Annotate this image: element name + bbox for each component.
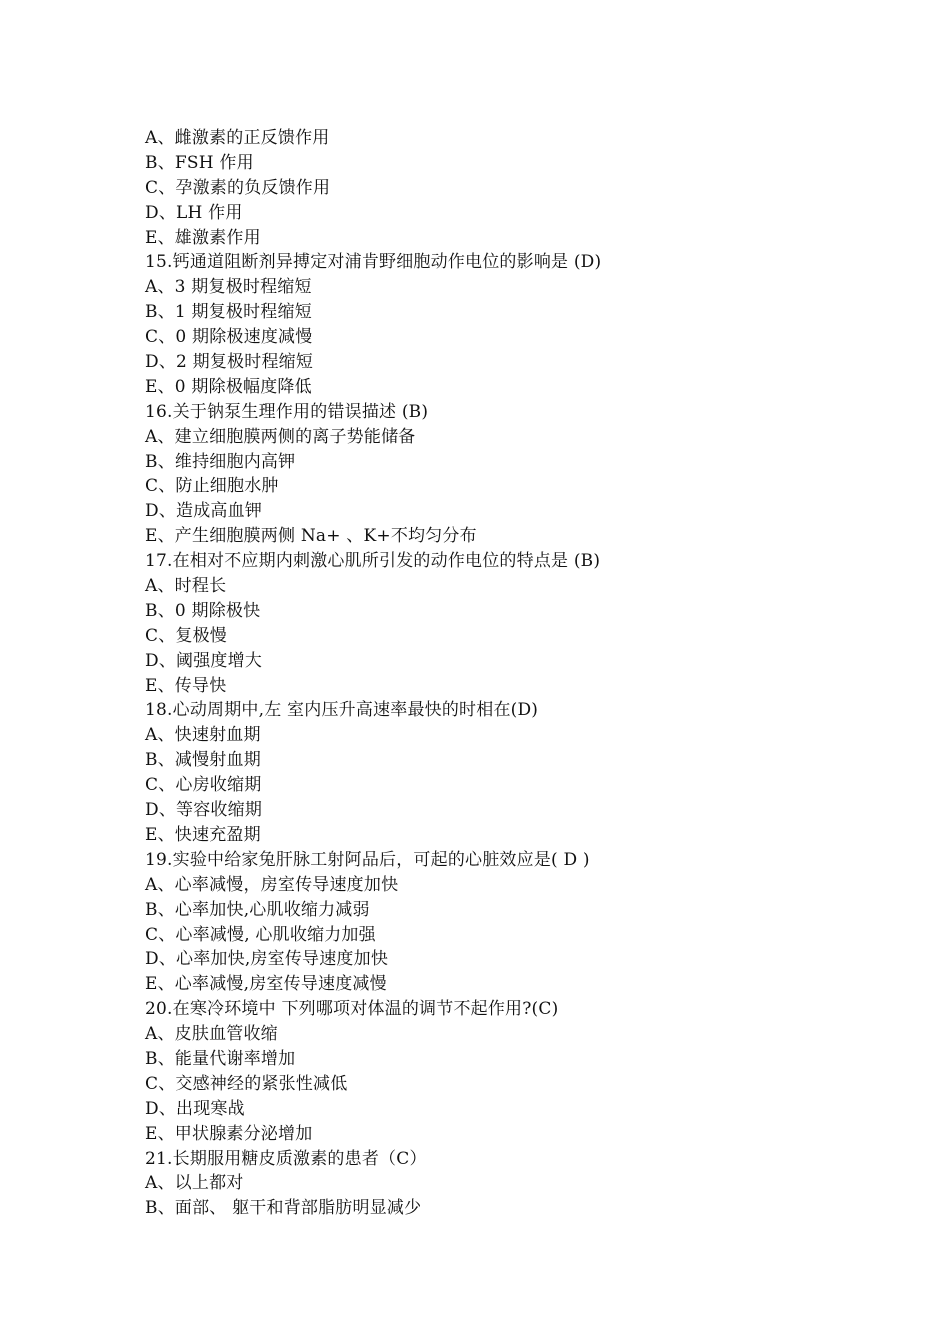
question-heading: 15.钙通道阻断剂异搏定对浦肯野细胞动作电位的影响是 (D) [145, 252, 602, 273]
text-line: E、产生细胞膜两侧 Na+ 、K+不均匀分布 [145, 526, 477, 547]
text-line: D、出现寒战 [145, 1098, 245, 1119]
text-line: E、甲状腺素分泌增加 [145, 1123, 313, 1144]
question-heading: 17.在相对不应期内刺激心肌所引发的动作电位的特点是 (B) [145, 551, 601, 572]
text-line: E、0 期除极幅度降低 [145, 376, 312, 397]
question-heading: 19.实验中给家兔肝脉工射阿品后，可起的心脏效应是( D ) [145, 849, 590, 870]
text-line: D、造成高血钾 [145, 501, 263, 522]
text-line: B、心率加快,心肌收缩力减弱 [145, 899, 370, 920]
text-line: C、心率减慢, 心肌收缩力加强 [145, 924, 376, 945]
text-line: A、快速射血期 [145, 725, 261, 746]
question-heading: 16.关于钠泵生理作用的错误描述 (B) [145, 401, 429, 422]
text-line: C、交感神经的紧张性减低 [145, 1073, 348, 1094]
question-heading: 18.心动周期中,左 室内压升高速率最快的时相在(D) [145, 700, 539, 721]
text-line: B、面部、 躯干和背部脂肪明显减少 [145, 1198, 422, 1219]
text-line: D、心率加快,房室传导速度加快 [145, 949, 389, 970]
question-heading: 20.在寒冷环境中 下列哪项对体温的调节不起作用?(C) [145, 999, 559, 1020]
text-line: D、等容收缩期 [145, 800, 263, 821]
text-line: A、建立细胞膜两侧的离子势能储备 [145, 426, 416, 447]
text-line: A、皮肤血管收缩 [145, 1024, 278, 1045]
question-heading: 21.长期服用糖皮质激素的患者（C） [145, 1148, 427, 1169]
text-line: B、0 期除极快 [145, 600, 261, 621]
text-line: C、复极慢 [145, 625, 228, 646]
text-line: C、孕激素的负反馈作用 [145, 177, 331, 198]
text-line: B、能量代谢率增加 [145, 1048, 296, 1069]
text-line: B、减慢射血期 [145, 750, 261, 771]
text-line: C、0 期除极速度减慢 [145, 327, 313, 348]
text-line: B、维持细胞内高钾 [145, 451, 296, 472]
text-line: E、快速充盈期 [145, 824, 261, 845]
text-line: E、传导快 [145, 675, 227, 696]
question-text-body [145, 126, 905, 1221]
text-line: D、阈强度增大 [145, 650, 263, 671]
text-line: A、雌激素的正反馈作用 [145, 128, 330, 148]
text-line: E、雄激素作用 [145, 227, 261, 248]
text-line: D、2 期复极时程缩短 [145, 352, 314, 373]
text-line: E、心率减慢,房室传导速度减慢 [145, 974, 387, 995]
text-line: D、LH 作用 [145, 202, 243, 223]
text-line: B、1 期复极时程缩短 [145, 302, 312, 323]
text-line: A、以上都对 [145, 1173, 244, 1194]
text-line: A、3 期复极时程缩短 [145, 277, 312, 298]
text-line: A、心率减慢，房室传导速度加快 [145, 874, 399, 895]
text-line: C、心房收缩期 [145, 775, 262, 796]
text-line: B、FSH 作用 [145, 152, 254, 173]
text-line: C、防止细胞水肿 [145, 476, 279, 497]
text-line: A、时程长 [145, 576, 227, 597]
